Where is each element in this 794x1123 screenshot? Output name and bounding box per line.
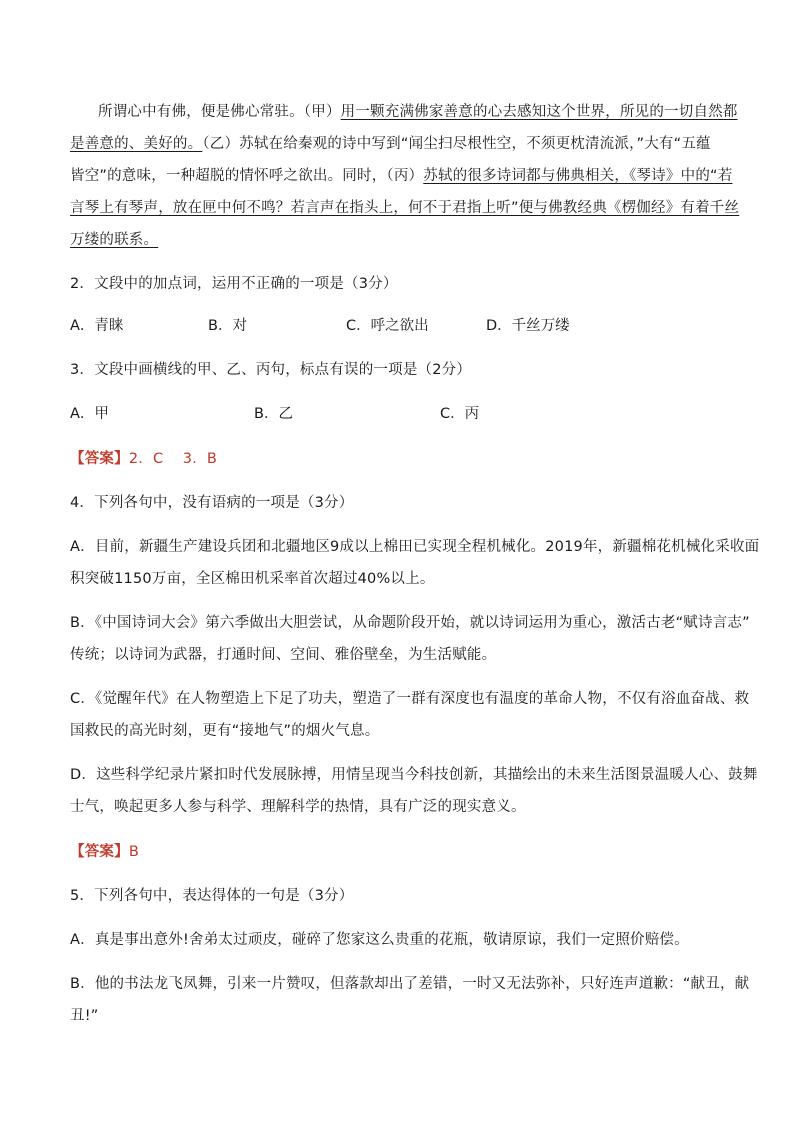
question-3-option-c: C．丙: [440, 406, 480, 422]
passage-line-4: 言琴上有琴声，放在匣中何不鸣？若言声在指头上，何不于君指上听”便与佛教经典《楞伽经》有着千丝: [70, 200, 740, 216]
question-2-stem: 2．文段中的加点词，运用不正确的一项是（3分）: [70, 276, 398, 292]
question-2-option-c: C．呼之欲出: [346, 318, 429, 334]
passage-line-3: [70, 166, 733, 186]
question-4-option-b-line-2: 传统；以诗词为武器，打通时间、空间、雅俗壁垒，为生活赋能。: [70, 647, 497, 663]
question-4-stem: 4．下列各句中，没有语病的一项是（3分）: [70, 495, 354, 511]
passage-text: （乙）苏轼在给秦观的诗中写到“闻尘扫尽根性空，不须更枕清流派，”大有“五蕴: [202, 136, 711, 152]
question-2-option-a: A．青睐: [70, 318, 124, 334]
question-4-option-c-line-2: 国救民的高光时刻，更有“接地气”的烟火气息。: [70, 723, 380, 739]
answer-label: 【答案】: [70, 451, 129, 467]
answer-value: 2．C 3．B: [128, 451, 218, 467]
question-5-option-b-line-1: B．他的书法龙飞凤舞，引来一片赞叹，但落款却出了差错，一时又无法弥补，只好连声道歉：“献丑，献: [70, 976, 750, 992]
answer-value: B: [128, 844, 139, 860]
question-4-option-d-line-2: 士气，唤起更多人参与科学、理解科学的热情，具有广泛的现实意义。: [70, 799, 526, 815]
question-3-option-a: A．甲: [70, 406, 109, 422]
question-4-option-b-line-1: B．《中国诗词大会》第六季做出大胆尝试，从命题阶段开始，就以诗词运用为重心，激活古老“赋诗言志”: [70, 615, 750, 631]
answer-block-1: [70, 449, 730, 469]
question-2-option-d: D．千丝万缕: [486, 318, 570, 334]
sentence-jia-underlined-end: 是善意的、美好的。: [70, 136, 203, 152]
question-4-option-a-line-1: A．目前，新疆生产建设兵团和北疆地区9成以上棉田已实现全程机械化。2019年，新疆棉花机械化采收面: [70, 539, 760, 555]
question-4-option-c-line-1: C．《觉醒年代》在人物塑造上下足了功夫，塑造了一群有深度也有温度的革命人物，不仅有浴血奋战、救: [70, 691, 750, 707]
question-4-option-a-line-2: 积突破1150万亩，全区棉田机采率首次超过40%以上。: [70, 571, 435, 587]
question-3-option-b: B．乙: [254, 406, 293, 422]
answer-label: 【答案】: [70, 844, 129, 860]
passage-text: 所谓心中有佛，便是佛心常驻。（甲）: [98, 104, 341, 120]
answer-block-2: [70, 842, 730, 862]
passage-line-1: [98, 102, 738, 122]
question-2-option-b: B．对: [208, 318, 247, 334]
question-5-option-a-line-1: A．真是事出意外!舍弟太过顽皮，碰碎了您家这么贵重的花瓶，敬请原谅，我们一定照价赔偿。: [70, 932, 689, 948]
sentence-bing-underlined: 苏轼的很多诗词都与佛典相关，《琴诗》中的“若: [423, 168, 733, 184]
question-5-stem: 5．下列各句中，表达得体的一句是（3分）: [70, 888, 354, 904]
passage-text: 皆空”的意味，一种超脱的情怀呼之欲出。同时，（丙）: [70, 168, 424, 184]
sentence-jia-underlined: 用一颗充满佛家善意的心去感知这个世界，所见的一切自然都: [340, 104, 738, 120]
passage-line-2: [70, 134, 730, 154]
question-5-option-b-line-2: 丑!”: [70, 1008, 99, 1024]
question-4-option-d-line-1: D．这些科学纪录片紧扣时代发展脉搏，用情呈现当今科技创新，其描绘出的未来生活图景温暖人心、鼓舞: [70, 767, 758, 783]
passage-line-5: 万缕的联系。: [70, 232, 159, 248]
question-3-stem: 3．文段中画横线的甲、乙、丙句，标点有误的一项是（2分）: [70, 362, 472, 378]
